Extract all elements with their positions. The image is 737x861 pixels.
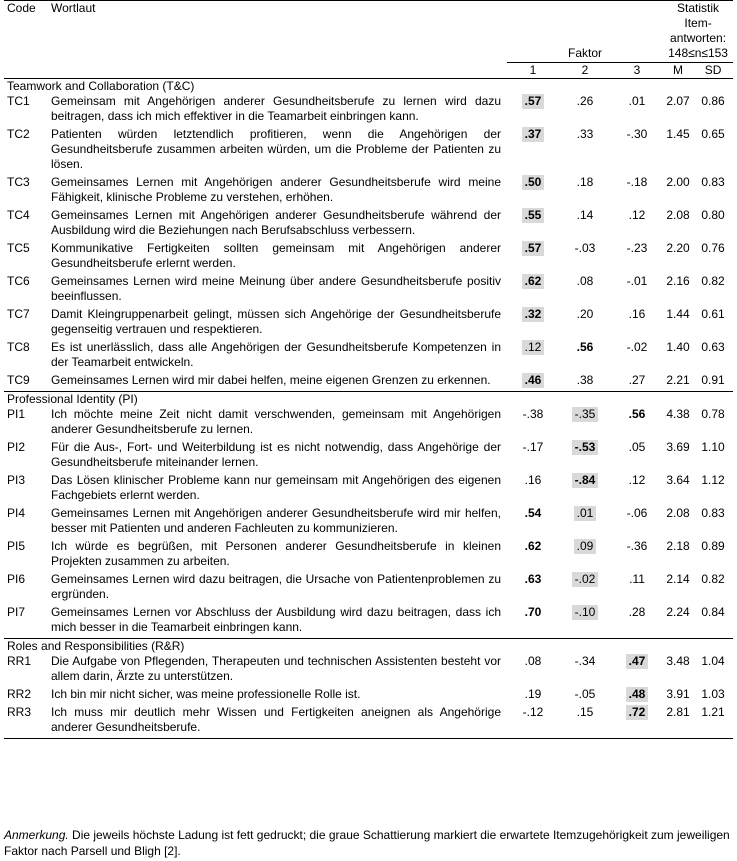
header-statistik [663, 1, 733, 63]
factor-3-loading: -.06 [626, 506, 648, 520]
header-wortlaut: Wortlaut [51, 1, 507, 63]
item-code: RR1 [7, 654, 32, 668]
table-row [4, 208, 733, 241]
factor-3-loading-cell [611, 654, 663, 687]
item-code: PI4 [7, 506, 26, 520]
factor-2-loading-cell [559, 407, 611, 440]
factor-1-loading: -.38 [522, 407, 544, 421]
header-code: Code [4, 1, 51, 63]
factor-1-loading: -.12 [522, 705, 544, 719]
factor-1-loading: .12 [522, 340, 545, 355]
section-title: Professional Identity (PI) [4, 392, 733, 408]
table-row [4, 440, 733, 473]
note-label: Anmerkung. [4, 828, 69, 842]
factor-1-loading: .08 [524, 654, 542, 668]
section-header [4, 392, 733, 408]
item-mean: 2.21 [666, 373, 690, 387]
factor-1-loading-cell [507, 572, 559, 605]
factor-3-loading-cell [611, 687, 663, 705]
factor-1-loading-cell [507, 705, 559, 739]
factor-1-loading: .57 [522, 94, 545, 109]
table-row [4, 175, 733, 208]
table-row [4, 307, 733, 340]
item-code: TC1 [7, 94, 30, 108]
item-code: TC9 [7, 373, 30, 387]
factor-1-loading: .62 [522, 274, 545, 289]
section-title: Roles and Responsibilities (R&R) [4, 639, 733, 655]
factor-3-loading: .72 [626, 705, 649, 720]
table-row [4, 605, 733, 639]
factor-1-loading: -.17 [522, 440, 544, 454]
factor-3-loading: .16 [628, 307, 646, 321]
item-code: RR2 [7, 687, 32, 701]
factor-3-loading: -.30 [626, 127, 648, 141]
factor-3-loading: .12 [628, 473, 646, 487]
header-factor-1: 1 [507, 63, 559, 79]
item-text: Gemeinsames Lernen mit Angehörigen anderer Gesundheitsberufe wird meine Fähigkeit, klinische Probleme zu verstehen, erhöhen. [51, 175, 501, 204]
factor-2-loading-cell [559, 506, 611, 539]
item-mean: 3.69 [666, 440, 690, 454]
item-mean: 2.07 [666, 94, 690, 108]
factor-3-loading: .48 [626, 687, 649, 702]
factor-2-loading: .09 [574, 539, 597, 554]
item-code: TC8 [7, 340, 30, 354]
factor-3-loading-cell [611, 506, 663, 539]
item-text: Damit Kleingruppenarbeit gelingt, müssen sich Angehörige der Gesundheitsberufe gegenseitig vertrauen und respektieren. [51, 307, 501, 336]
item-sd: 0.65 [701, 127, 725, 141]
factor-3-loading-cell [611, 208, 663, 241]
item-mean: 2.81 [663, 705, 693, 739]
item-text: Gemeinsames Lernen wird meine Meinung über andere Gesundheitsberufe positiv beeinflussen. [51, 274, 501, 303]
item-sd: 0.89 [701, 539, 725, 553]
item-sd: 0.76 [701, 241, 725, 255]
factor-3-loading: -.18 [626, 175, 648, 189]
factor-3-loading: .05 [628, 440, 646, 454]
factor-2-loading: -.84 [572, 473, 599, 488]
factor-2-loading-cell [559, 373, 611, 392]
factor-2-loading-cell [559, 274, 611, 307]
item-text: Die Aufgabe von Pflegenden, Therapeuten und technischen Assistenten besteht vor allem darin, Ärzte zu unterstützen. [51, 654, 501, 683]
item-sd: 0.91 [701, 373, 725, 387]
factor-2-loading: -.02 [572, 572, 599, 587]
header-sd: SD [693, 63, 733, 79]
table-row [4, 654, 733, 687]
factor-3-loading: -.02 [626, 340, 648, 354]
factor-1-loading-cell [507, 407, 559, 440]
factor-3-loading: .56 [628, 407, 646, 421]
item-mean: 3.48 [666, 654, 690, 668]
header-statistik-line: Item- [684, 16, 712, 30]
factor-3-loading: .12 [628, 208, 646, 222]
section-title: Teamwork and Collaboration (T&C) [4, 79, 733, 95]
factor-3-loading: .01 [628, 94, 646, 108]
item-sd: 1.10 [701, 440, 725, 454]
factor-3-loading-cell [611, 274, 663, 307]
factor-2-loading-cell [559, 605, 611, 639]
factor-1-loading-cell [507, 307, 559, 340]
factor-2-loading: -.05 [574, 687, 596, 701]
factor-2-loading-cell [559, 307, 611, 340]
factor-3-loading-cell [611, 175, 663, 208]
item-text: Gemeinsam mit Angehörigen anderer Gesundheitsberufe zu lernen wird dazu beitragen, dass ich mich effektiver in die Teamarbeit einbringen kann. [51, 94, 501, 123]
item-text: Patienten würden letztendlich profitieren, wenn die Angehörigen der Gesundheitsberufe zusammen arbeiten würden, um die Probleme der Patienten zu lösen. [51, 127, 501, 171]
factor-1-loading-cell [507, 208, 559, 241]
item-sd: 0.83 [701, 175, 725, 189]
factor-1-loading-cell [507, 373, 559, 392]
factor-3-loading-cell [611, 373, 663, 392]
header-m: M [663, 63, 693, 79]
factor-2-loading-cell [559, 208, 611, 241]
factor-1-loading-cell [507, 175, 559, 208]
factor-3-loading-cell [611, 340, 663, 373]
item-text: Kommunikative Fertigkeiten sollten gemeinsam mit Angehörigen anderer Gesundheitsberufe erlernt werden. [51, 241, 501, 270]
table-row [4, 241, 733, 274]
factor-2-loading-cell [559, 539, 611, 572]
item-mean: 1.45 [666, 127, 690, 141]
table-row [4, 274, 733, 307]
section-header [4, 639, 733, 655]
item-mean: 2.24 [666, 605, 690, 619]
item-text: Ich bin mir nicht sicher, was meine professionelle Rolle ist. [51, 687, 361, 701]
item-code: PI7 [7, 605, 26, 619]
factor-2-loading-cell [559, 241, 611, 274]
factor-loadings-table [4, 0, 733, 739]
factor-2-loading-cell [559, 340, 611, 373]
factor-1-loading: .16 [524, 473, 542, 487]
item-mean: 2.08 [666, 208, 690, 222]
factor-1-loading-cell [507, 274, 559, 307]
factor-3-loading-cell [611, 94, 663, 127]
factor-1-loading-cell [507, 241, 559, 274]
table-row [4, 373, 733, 392]
factor-2-loading: -.35 [572, 407, 599, 422]
item-text: Das Lösen klinischer Probleme kann nur gemeinsam mit Angehörigen des eigenen Fachgebiets erlernt werden. [51, 473, 501, 502]
factor-2-loading: .56 [576, 340, 594, 354]
item-code: RR3 [4, 705, 51, 739]
factor-1-loading-cell [507, 654, 559, 687]
factor-3-loading: .27 [628, 373, 646, 387]
item-mean: 2.20 [666, 241, 690, 255]
factor-2-loading-cell [559, 175, 611, 208]
item-mean: 2.14 [666, 572, 690, 586]
factor-2-loading-cell [559, 94, 611, 127]
factor-2-loading: .38 [576, 373, 594, 387]
item-sd: 1.12 [701, 473, 725, 487]
item-sd: 1.21 [693, 705, 733, 739]
factor-3-loading-cell [611, 440, 663, 473]
factor-3-loading-cell [611, 605, 663, 639]
item-code: PI1 [7, 407, 26, 421]
table-row [4, 94, 733, 127]
table-row [4, 340, 733, 373]
header-faktor: Faktor [507, 1, 663, 63]
factor-1-loading: .70 [524, 605, 542, 619]
factor-3-loading: .11 [629, 572, 645, 586]
factor-2-loading: -.03 [574, 241, 596, 255]
item-code: TC4 [7, 208, 30, 222]
note-text: Die jeweils höchste Ladung ist fett gedruckt; die graue Schattierung markiert die erwartete Itemzugehörigkeit zum jeweiligen Faktor nach Parsell und Bligh [2]. [4, 828, 730, 858]
item-code: PI6 [7, 572, 26, 586]
item-sd: 0.80 [701, 208, 725, 222]
item-mean: 3.91 [666, 687, 690, 701]
item-code: TC7 [7, 307, 30, 321]
item-mean: 3.64 [666, 473, 690, 487]
factor-3-loading-cell [611, 407, 663, 440]
factor-2-loading-cell [559, 473, 611, 506]
table-row [4, 407, 733, 440]
item-code: TC6 [7, 274, 30, 288]
item-sd: 0.84 [701, 605, 725, 619]
factor-2-loading-cell [559, 687, 611, 705]
factor-1-loading-cell [507, 94, 559, 127]
factor-2-loading: .01 [574, 506, 597, 521]
item-code: PI3 [7, 473, 26, 487]
factor-2-loading: .20 [576, 307, 594, 321]
factor-2-loading: .15 [576, 705, 594, 719]
table-row [4, 539, 733, 572]
item-text: Gemeinsames Lernen mit Angehörigen anderer Gesundheitsberufe während der Ausbildung wird die Beziehungen nach Berufsabschluss verbessern. [51, 208, 501, 237]
table-row [4, 127, 733, 175]
factor-3-loading-cell [611, 473, 663, 506]
item-mean: 1.44 [666, 307, 690, 321]
factor-2-loading-cell [559, 654, 611, 687]
factor-1-loading-cell [507, 506, 559, 539]
factor-3-loading: .47 [626, 654, 649, 669]
item-code: TC2 [7, 127, 30, 141]
item-sd: 0.86 [701, 94, 725, 108]
factor-1-loading: .57 [522, 241, 545, 256]
factor-1-loading: .50 [522, 175, 545, 190]
item-mean: 2.08 [666, 506, 690, 520]
factor-3-loading-cell [611, 572, 663, 605]
item-code: TC5 [7, 241, 30, 255]
table-row [4, 506, 733, 539]
factor-1-loading: .19 [524, 687, 542, 701]
item-sd: 0.82 [701, 274, 725, 288]
item-sd: 0.78 [701, 407, 725, 421]
factor-3-loading: -.23 [626, 241, 648, 255]
item-mean: 2.00 [666, 175, 690, 189]
item-text: Gemeinsames Lernen wird dazu beitragen, die Ursache von Patientenproblemen zu ergründen. [51, 572, 501, 601]
header-factor-2: 2 [559, 63, 611, 79]
factor-3-loading-cell [611, 539, 663, 572]
item-text: Für die Aus-, Fort- und Weiterbildung ist es nicht notwendig, dass Angehörige der Gesundheitsberufe miteinander lernen. [51, 440, 501, 469]
factor-2-loading: .33 [576, 127, 594, 141]
item-code: PI5 [7, 539, 26, 553]
header-row [4, 1, 733, 63]
item-text: Gemeinsames Lernen mit Angehörigen anderer Gesundheitsberufe wird mir helfen, besser mit Patienten und anderen Fachleuten zu kommunizieren. [51, 506, 501, 535]
item-text: Gemeinsames Lernen wird mir dabei helfen, meine eigenen Grenzen zu erkennen. [51, 373, 491, 387]
table-row [4, 572, 733, 605]
factor-2-loading-cell [559, 440, 611, 473]
factor-1-loading: .55 [522, 208, 545, 223]
item-sd: 0.82 [701, 572, 725, 586]
factor-2-loading: .08 [576, 274, 594, 288]
item-text: Es ist unerlässlich, dass alle Angehörigen der Gesundheitsberufe Kompetenzen in der Teamarbeit entwickeln. [51, 340, 501, 369]
factor-1-loading: .46 [522, 373, 545, 388]
item-mean: 1.40 [666, 340, 690, 354]
factor-1-loading-cell [507, 127, 559, 175]
table-row [4, 705, 733, 739]
table-note [4, 827, 733, 859]
factor-2-loading: -.10 [572, 605, 599, 620]
header-factor-3: 3 [611, 63, 663, 79]
column-number-row [4, 63, 733, 79]
header-statistik-line: 148≤n≤153 [668, 46, 728, 60]
item-text: Gemeinsames Lernen vor Abschluss der Ausbildung wird dazu beitragen, dass ich mich besser in die Teamarbeit einbringen kann. [51, 605, 501, 634]
factor-2-loading: .26 [576, 94, 594, 108]
item-text: Ich möchte meine Zeit nicht damit verschwenden, gemeinsam mit Angehörigen anderer Gesundheitsberufe zu lernen. [51, 407, 501, 436]
factor-1-loading-cell [507, 440, 559, 473]
factor-1-loading-cell [507, 340, 559, 373]
item-mean: 4.38 [666, 407, 690, 421]
factor-1-loading: .37 [522, 127, 545, 142]
factor-2-loading-cell [559, 705, 611, 739]
header-statistik-line: Statistik [677, 1, 720, 15]
header-statistik-line: antworten: [670, 31, 727, 45]
factor-1-loading-cell [507, 539, 559, 572]
factor-2-loading: -.53 [572, 440, 599, 455]
factor-3-loading-cell [611, 705, 663, 739]
item-text: Ich würde es begrüßen, mit Personen anderer Gesundheitsberufe in kleinen Projekten zusammen zu arbeiten. [51, 539, 501, 568]
factor-1-loading-cell [507, 473, 559, 506]
factor-3-loading: -.36 [626, 539, 648, 553]
factor-1-loading-cell [507, 687, 559, 705]
factor-1-loading: .54 [524, 506, 542, 520]
factor-1-loading-cell [507, 605, 559, 639]
table-row [4, 473, 733, 506]
section-header [4, 79, 733, 95]
item-mean: 2.16 [666, 274, 690, 288]
item-mean: 2.18 [666, 539, 690, 553]
factor-3-loading-cell [611, 241, 663, 274]
factor-2-loading-cell [559, 572, 611, 605]
factor-3-loading-cell [611, 307, 663, 340]
factor-3-loading: -.01 [626, 274, 648, 288]
item-sd: 1.04 [701, 654, 725, 668]
factor-1-loading: .63 [524, 572, 542, 586]
factor-2-loading: .18 [576, 175, 594, 189]
factor-1-loading: .32 [522, 307, 545, 322]
item-text: Ich muss mir deutlich mehr Wissen und Fertigkeiten aneignen als Angehörige anderer Gesundheitsberufe. [51, 705, 507, 739]
item-code: PI2 [7, 440, 26, 454]
factor-3-loading-cell [611, 127, 663, 175]
factor-3-loading: .28 [628, 605, 646, 619]
item-sd: 1.03 [701, 687, 725, 701]
item-code: TC3 [7, 175, 30, 189]
table-row [4, 687, 733, 705]
factor-2-loading-cell [559, 127, 611, 175]
factor-1-loading: .62 [524, 539, 542, 553]
item-sd: 0.63 [701, 340, 725, 354]
factor-2-loading: -.34 [574, 654, 596, 668]
item-sd: 0.61 [701, 307, 725, 321]
factor-2-loading: .14 [576, 208, 594, 222]
item-sd: 0.83 [701, 506, 725, 520]
